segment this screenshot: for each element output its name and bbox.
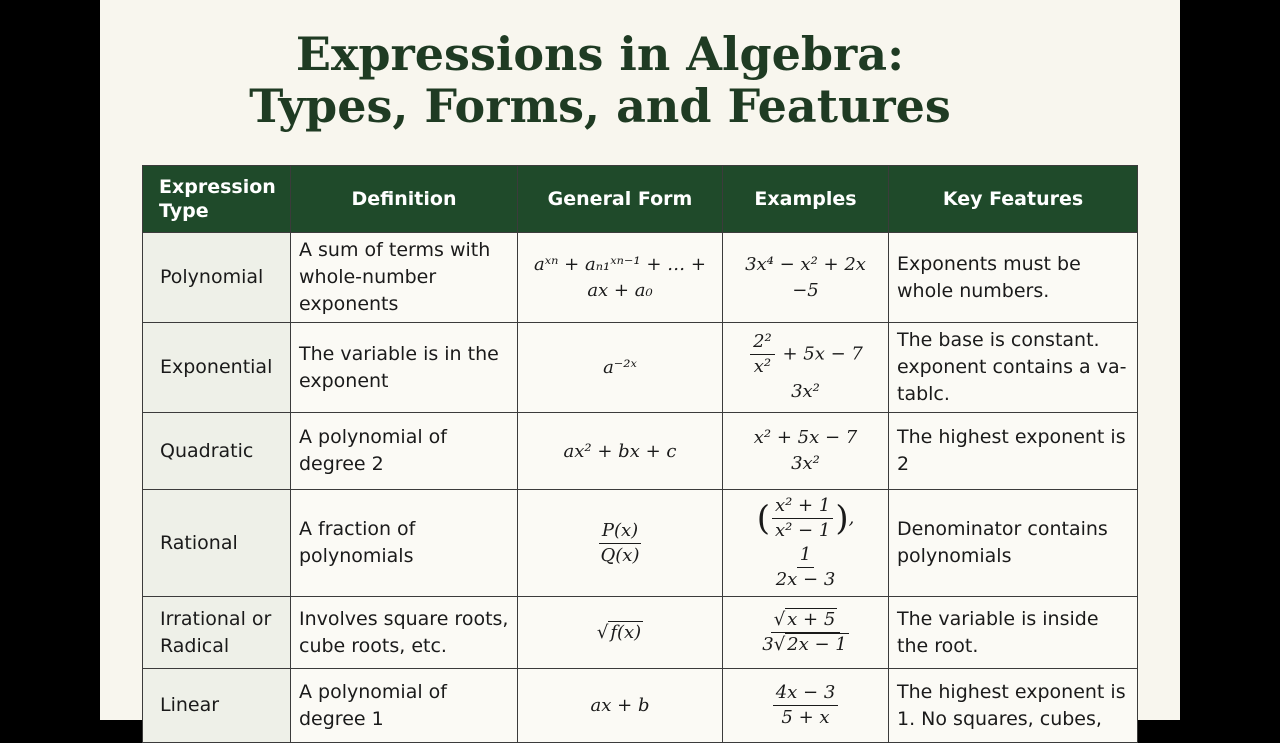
example-line-2: 3x²	[791, 381, 820, 402]
example-fraction	[750, 330, 775, 379]
right-paren: )	[835, 498, 849, 539]
cell-examples	[723, 597, 889, 669]
fraction-denominator: 2x − 3	[775, 569, 836, 590]
form-fraction	[598, 519, 643, 568]
table-row-linear	[143, 669, 1138, 743]
header-examples: Examples	[723, 166, 889, 233]
table-header-row	[143, 166, 1138, 233]
fraction-numerator: 4x − 3	[773, 681, 839, 706]
cell-type: Exponential	[143, 323, 291, 413]
cell-examples	[723, 669, 889, 743]
sqrt-symbol: √	[773, 609, 786, 630]
example-line-1	[731, 330, 880, 379]
cell-definition: A sum of terms with whole-number exponents	[291, 233, 518, 323]
fraction-numerator: P(x)	[599, 519, 641, 544]
cell-general-form: ax + b	[518, 669, 723, 743]
example-fraction	[759, 608, 852, 657]
example-line-1: 3x⁴ − x² + 2x	[745, 253, 866, 275]
header-general-form: General Form	[518, 166, 723, 233]
header-expression-type: Expression Type	[143, 166, 291, 233]
fraction-numerator: 1	[797, 543, 814, 568]
cell-general-form: a⁻²ˣ	[518, 323, 723, 413]
slide-page	[100, 0, 1180, 730]
radicand: x + 5	[787, 609, 836, 630]
cell-examples: ( $\frac{\text{x² + 1}}{\text{x² − 1}}$ ), $\frac{1}{2x - 3}$	[723, 490, 889, 597]
fraction-numerator	[771, 608, 841, 633]
example-fraction-b	[773, 543, 839, 592]
cell-type: Polynomial	[143, 233, 291, 323]
example-remainder: + 5x − 7	[782, 343, 863, 365]
fraction-denominator	[759, 633, 852, 657]
cell-key-features: The highest exponent is 1. No squares, cubes,	[889, 669, 1138, 743]
cell-general-form	[518, 490, 723, 597]
fraction-numerator: 2²	[750, 330, 775, 355]
cell-examples	[723, 413, 889, 490]
cell-general-form: ax² + bx + c	[518, 413, 723, 490]
radicand: f(x)	[610, 622, 642, 643]
cell-type: Irrational or Radical	[143, 597, 291, 669]
title-line-2: Types, Forms, and Features	[249, 79, 951, 133]
header-definition: Definition	[291, 166, 518, 233]
cell-key-features: Denominator contains polynomials	[889, 490, 1138, 597]
cell-examples	[723, 233, 889, 323]
cell-definition: A fraction of polynomials	[291, 490, 518, 597]
radicand: 2x − 1	[787, 634, 847, 655]
cell-key-features: The highest exponent is 2	[889, 413, 1138, 490]
cell-key-features: Exponents must be whole numbers.	[889, 233, 1138, 323]
header-key-features: Key Features	[889, 166, 1138, 233]
sqrt-symbol: √	[773, 634, 786, 655]
cell-definition: Involves square roots, cube roots, etc.	[291, 597, 518, 669]
fraction-denominator: x²	[753, 356, 772, 377]
example-fraction-a	[772, 494, 833, 543]
fraction-denominator: Q(x)	[600, 544, 640, 566]
example-fraction	[773, 681, 839, 730]
form-line-1: aˣⁿ + aₙ₁ˣⁿ⁻¹ + … +	[534, 253, 706, 275]
cell-examples	[723, 323, 889, 413]
cell-definition: A polynomial of degree 1	[291, 669, 518, 743]
example-line-1: x² + 5x − 7	[753, 427, 858, 448]
coefficient: 3	[762, 634, 774, 655]
cell-definition: A polynomial of degree 2	[291, 413, 518, 490]
cell-general-form	[518, 597, 723, 669]
fraction-denominator: x² − 1	[774, 520, 831, 541]
table-row-rational	[143, 490, 1138, 597]
cell-type: Quadratic	[143, 413, 291, 490]
page-title	[100, 28, 1100, 132]
example-line-2: −5	[792, 279, 819, 301]
table-row-quadratic	[143, 413, 1138, 490]
cell-general-form	[518, 233, 723, 323]
cell-definition: The variable is in the exponent	[291, 323, 518, 413]
sqrt-symbol: √	[596, 622, 609, 643]
fraction-numerator: x² + 1	[772, 494, 833, 519]
title-line-1: Expressions in Algebra:	[295, 27, 905, 81]
cell-type: Rational	[143, 490, 291, 597]
example-line-2: 3x²	[791, 453, 820, 474]
left-paren: (	[756, 498, 770, 539]
table-row-exponential	[143, 323, 1138, 413]
expressions-table	[142, 165, 1138, 743]
cell-type: Linear	[143, 669, 291, 743]
form-line-2: ax + a₀	[587, 279, 653, 301]
table-row-radical	[143, 597, 1138, 669]
table-row-polynomial	[143, 233, 1138, 323]
cell-key-features: The base is constant. exponent contains a va-tablc.	[889, 323, 1138, 413]
cell-key-features: The variable is inside the root.	[889, 597, 1138, 669]
fraction-denominator: 5 + x	[781, 707, 830, 728]
